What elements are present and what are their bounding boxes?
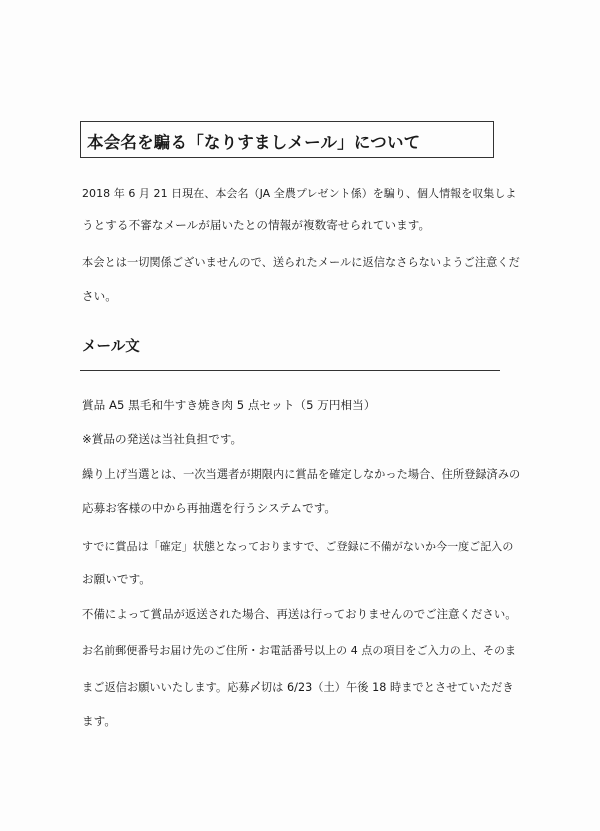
mail-line: お名前郵便番号お届け先のご住所・お電話番号以上の 4 点の項目をご入力の上、そのま (82, 644, 517, 657)
mail-line: 不備によって賞品が返送された場合、再送は行っておりませんのでご注意ください。 (82, 607, 517, 621)
mail-line: お願いです。 (82, 572, 151, 586)
mail-line: 繰り上げ当選とは、一次当選者が期限内に賞品を確定しなかった場合、住所登録済みの (82, 468, 521, 481)
intro-line: 2018 年 6 月 21 日現在、本会名（JA 全農プレゼント係）を騙り、個人情報を収集しよ (82, 187, 517, 200)
mail-line: 応募お客様の中から再抽選を行うシステムです。 (82, 501, 337, 515)
page-title: 本会名を騙る「なりすましメール」について (87, 133, 421, 152)
intro-line: 本会とは一切関係ございませんので、送られたメールに返信なさらないようご注意くだ (82, 256, 520, 269)
title-box (80, 121, 494, 158)
intro-line: うとする不審なメールが届いたとの情報が複数寄せられています。 (82, 218, 431, 232)
mail-line: ※賞品の発送は当社負担です。 (82, 432, 243, 446)
mail-line: 賞品 A5 黒毛和牛すき焼き肉 5 点セット（5 万円相当） (82, 398, 376, 412)
mail-heading: メール文 (82, 339, 140, 355)
mail-line: ます。 (82, 714, 117, 728)
mail-line: まご返信お願いいたします。応募〆切は 6/23（土）午後 18 時までとさせていただき (82, 681, 514, 694)
divider (80, 370, 500, 371)
mail-line: すでに賞品は「確定」状態となっておりますで、ご登録に不備がないか今一度ご記入の (82, 540, 514, 553)
intro-line: さい。 (82, 289, 117, 303)
